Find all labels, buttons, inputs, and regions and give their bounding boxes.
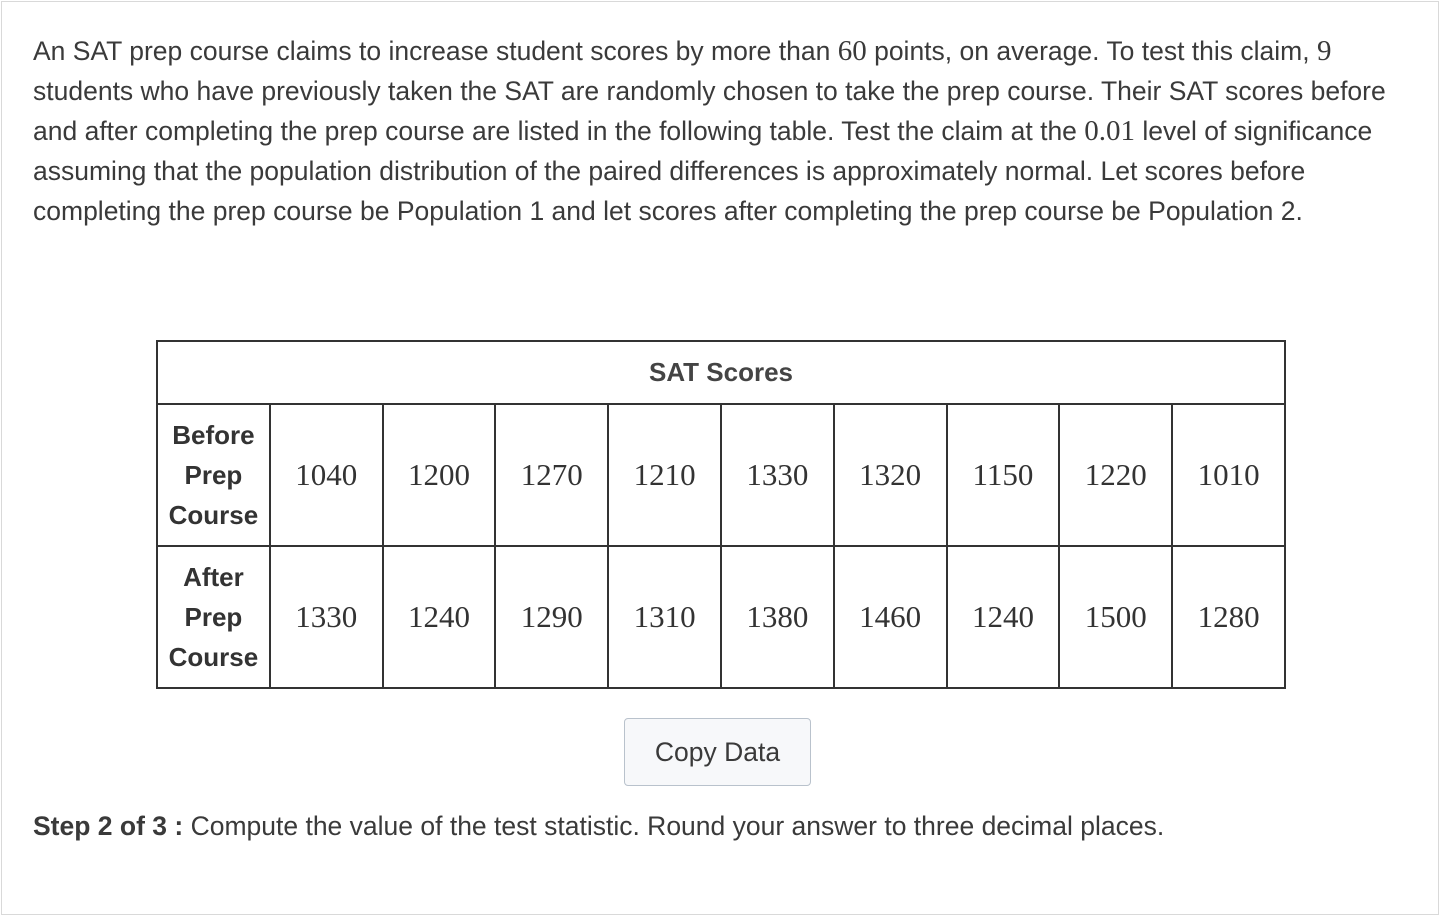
claimed-increase-value: 60 — [837, 35, 867, 67]
table-row-before — [157, 404, 1285, 546]
table-cell: 1040 — [270, 404, 383, 546]
table-cell: 1150 — [947, 404, 1060, 546]
table-cell: 1220 — [1059, 404, 1172, 546]
table-cell: 1270 — [495, 404, 608, 546]
row-header-before: Before Prep Course — [157, 404, 270, 546]
problem-statement: An SAT prep course claims to increase student scores by more than 60 points, on average. To test this claim, 9 students who have previously taken the SAT are randomly chosen to take the prep course. Their SAT scores before and after completing the prep course are listed in the following table. Test the claim at the 0.01 level of significance assuming that the population distribution of the paired differences is approximately normal. Let scores before completing the prep course be Population 1 and let scores after completing the prep course be Population 2. — [33, 35, 1386, 226]
copy-data-button[interactable]: Copy Data — [624, 718, 811, 786]
step-instruction — [33, 806, 1164, 846]
table-cell: 1310 — [608, 546, 721, 688]
sat-scores-table — [156, 340, 1286, 689]
table-cell: 1280 — [1172, 546, 1285, 688]
table-cell: 1200 — [383, 404, 496, 546]
table-cell: 1500 — [1059, 546, 1172, 688]
table-cell: 1460 — [834, 546, 947, 688]
sample-size-value: 9 — [1316, 35, 1332, 67]
table-cell: 1380 — [721, 546, 834, 688]
table-row-after — [157, 546, 1285, 688]
step-label: Step 2 of 3 : — [33, 811, 184, 841]
table-cell: 1240 — [947, 546, 1060, 688]
table-cell: 1240 — [383, 546, 496, 688]
table-caption: SAT Scores — [157, 341, 1285, 404]
table-cell: 1320 — [834, 404, 947, 546]
table-cell: 1330 — [270, 546, 383, 688]
step-text: Compute the value of the test statistic. Round your answer to three decimal places. — [183, 811, 1165, 841]
table-cell: 1290 — [495, 546, 608, 688]
table-cell: 1010 — [1172, 404, 1285, 546]
table-cell: 1210 — [608, 404, 721, 546]
table-cell: 1330 — [721, 404, 834, 546]
significance-level-value: 0.01 — [1084, 115, 1136, 147]
row-header-after: After Prep Course — [157, 546, 270, 688]
